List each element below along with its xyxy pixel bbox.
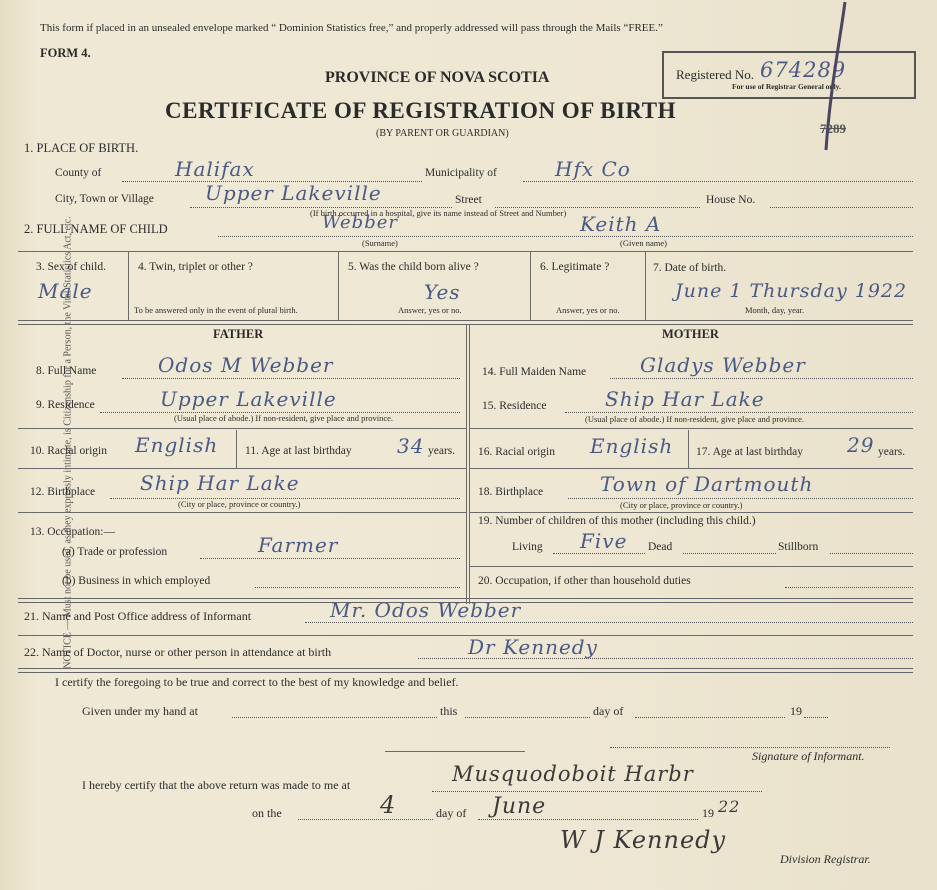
divider (18, 428, 466, 429)
father-age-value: 34 (397, 434, 425, 458)
father-business-line (255, 587, 460, 588)
legitimate-note: Answer, yes or no. (556, 305, 620, 315)
mother-racial-value: English (590, 434, 674, 458)
divider (128, 252, 129, 320)
stillborn-line (830, 553, 913, 554)
city-value: Upper Lakeville (205, 181, 382, 205)
father-residence-note: (Usual place of abode.) If non-resident, give place and province. (174, 413, 394, 423)
living-label: Living (512, 541, 543, 553)
signature-of-informant: Signature of Informant. (752, 749, 865, 763)
father-birthplace-note: (City or place, province or country.) (178, 499, 301, 509)
father-age-label: 11. Age at last birthday (245, 445, 352, 457)
father-business-label: (b) Business in which employed (62, 575, 211, 587)
alive-note: Answer, yes or no. (398, 305, 462, 315)
divider (18, 468, 466, 469)
twin-label: 4. Twin, triplet or other ? (138, 261, 253, 273)
divider (466, 324, 467, 604)
father-heading: FATHER (213, 327, 264, 341)
father-trade-line (200, 558, 460, 559)
registered-label: Registered No. (676, 67, 754, 82)
given-caption: (Given name) (620, 238, 667, 248)
father-birthplace-value: Ship Har Lake (140, 471, 300, 495)
divider (18, 251, 913, 252)
living-value: Five (580, 529, 628, 553)
living-line (553, 553, 645, 554)
informant-label: 21. Name and Post Office address of Informant (24, 609, 252, 623)
divider (645, 252, 646, 320)
alive-value: Yes (424, 280, 461, 304)
father-occupation-label: 13. Occupation:— (30, 526, 115, 538)
divider (338, 252, 339, 320)
child-given-value: Keith A (580, 212, 662, 236)
month-line (635, 717, 785, 718)
certify-text: I certify the foregoing to be true and correct to the best of my knowledge and belief. (55, 675, 459, 689)
mother-birthplace-line (568, 498, 913, 499)
twin-note: To be answered only in the event of plural birth. (134, 305, 298, 315)
divider (530, 252, 531, 320)
father-trade-value: Farmer (258, 533, 339, 557)
county-value: Halifax (175, 157, 255, 181)
form-number: FORM 4. (40, 46, 91, 60)
year-prefix: 19 (790, 704, 802, 718)
hospital-note: (If birth occurred in a hospital, give its name instead of Street and Number) (310, 208, 567, 218)
day-of-label: day of (593, 704, 624, 718)
place-of-birth-heading: 1. PLACE OF BIRTH. (24, 141, 139, 155)
divider (385, 751, 525, 752)
father-name-line (122, 378, 460, 379)
this-line (465, 717, 590, 718)
struck-number: 7289 (820, 121, 846, 136)
doctor-value: Dr Kennedy (468, 635, 598, 659)
on-month-value: June (492, 794, 547, 819)
mother-age-value: 29 (847, 433, 875, 457)
father-name-label: 8. Full Name (36, 365, 97, 377)
registered-number: 674289 (760, 58, 847, 82)
registrar-certify: I hereby certify that the above return was made to me at (82, 778, 351, 792)
mail-note: This form if placed in an unsealed envelope marked “ Dominion Statistics free,” and properly addressed will pass through the Mails “FREE.” (40, 22, 663, 34)
father-residence-label: 9. Residence (36, 399, 95, 411)
divider (236, 430, 237, 468)
birth-date-note: Month, day, year. (745, 305, 805, 315)
mother-racial-label: 16. Racial origin (478, 446, 555, 458)
child-surname-value: Webber (322, 212, 398, 233)
municipality-line (523, 181, 913, 182)
child-name-label: 2. FULL NAME OF CHILD (24, 222, 168, 236)
certificate-title: CERTIFICATE OF REGISTRATION OF BIRTH (165, 98, 676, 123)
stillborn-label: Stillborn (778, 541, 819, 553)
dead-line (683, 553, 776, 554)
father-racial-value: English (135, 433, 219, 457)
child-name-line (218, 236, 913, 237)
on-month-line (478, 819, 698, 820)
divider (18, 635, 913, 636)
divider (470, 428, 913, 429)
alive-label: 5. Was the child born alive ? (348, 261, 479, 273)
father-racial-label: 10. Racial origin (30, 445, 107, 457)
father-trade-label: (a) Trade or profession (62, 546, 168, 558)
registrar-place-line (432, 791, 762, 792)
divider (18, 512, 466, 513)
house-line (770, 207, 913, 208)
mother-heading: MOTHER (662, 327, 719, 341)
surname-caption: (Surname) (362, 238, 398, 248)
side-notice: NOTICE — Must not be used, as they expressly intimate, is Citizenship for a Person, the Vital Statistics Act, etc. (62, 216, 74, 669)
divider (469, 324, 470, 604)
on-day-value: 4 (380, 791, 397, 819)
mother-children-label: 19. Number of children of this mother (including this child.) (478, 515, 756, 527)
certificate-subtitle: (BY PARENT OR GUARDIAN) (376, 128, 509, 139)
father-residence-value: Upper Lakeville (160, 387, 337, 411)
birth-date-label: 7. Date of birth. (653, 262, 727, 274)
street-label: Street (455, 194, 482, 206)
mother-name-line (610, 378, 913, 379)
doctor-label: 22. Name of Doctor, nurse or other person in attendance at birth (24, 645, 332, 659)
this-label: this (440, 704, 458, 718)
pen-stroke-mark (800, 0, 860, 160)
mother-occupation-line (785, 587, 913, 588)
divider (470, 566, 913, 567)
house-label: House No. (706, 194, 756, 206)
given-line (232, 717, 437, 718)
mother-residence-value: Ship Har Lake (605, 387, 765, 411)
informant-signature-line (610, 747, 890, 748)
mother-birthplace-value: Town of Dartmouth (600, 472, 814, 496)
county-label: County of (55, 167, 102, 179)
divider (470, 512, 913, 513)
city-label: City, Town or Village (55, 193, 154, 205)
year2-prefix: 19 (702, 806, 714, 820)
sex-label: 3. Sex of child. (36, 261, 106, 273)
mother-residence-label: 15. Residence (482, 400, 547, 412)
mother-birthplace-label: 18. Birthplace (478, 486, 544, 498)
divider (688, 430, 689, 468)
registrar-signature: W J Kennedy (560, 826, 727, 854)
municipality-label: Municipality of (425, 167, 497, 179)
father-years: years. (428, 445, 456, 457)
divider (18, 668, 913, 673)
mother-occupation-label: 20. Occupation, if other than household duties (478, 575, 691, 587)
mother-age-label: 17. Age at last birthday (696, 446, 803, 458)
municipality-value: Hfx Co (555, 157, 631, 181)
on-the-label: on the (252, 806, 282, 820)
informant-line (305, 622, 913, 623)
birth-date-value: June 1 Thursday 1922 (675, 280, 908, 302)
registrar-note: For use of Registrar General only. (732, 82, 841, 91)
day-of-label-2: day of (436, 806, 467, 820)
dead-label: Dead (648, 541, 673, 553)
father-name-value: Odos M Webber (158, 353, 334, 377)
informant-value: Mr. Odos Webber (330, 598, 522, 622)
province-heading: PROVINCE OF NOVA SCOTIA (325, 69, 550, 86)
mother-birthplace-note: (City or place, province or country.) (620, 500, 743, 510)
registrar-place-value: Musquodoboit Harbr (452, 762, 694, 786)
on-day-line (298, 819, 433, 820)
division-registrar: Division Registrar. (780, 852, 871, 866)
divider (470, 468, 913, 469)
father-birthplace-label: 12. Birthplace (30, 486, 96, 498)
mother-name-value: Gladys Webber (640, 353, 806, 377)
mother-name-label: 14. Full Maiden Name (482, 366, 587, 378)
year2-value: 22 (718, 797, 741, 816)
sex-value: Male (38, 279, 93, 303)
legitimate-label: 6. Legitimate ? (540, 261, 610, 273)
mother-residence-line (565, 412, 913, 413)
mother-residence-note: (Usual place of abode.) If non-resident, give place and province. (585, 414, 805, 424)
given-label: Given under my hand at (82, 704, 198, 718)
mother-years: years. (878, 446, 906, 458)
year-line (804, 717, 828, 718)
